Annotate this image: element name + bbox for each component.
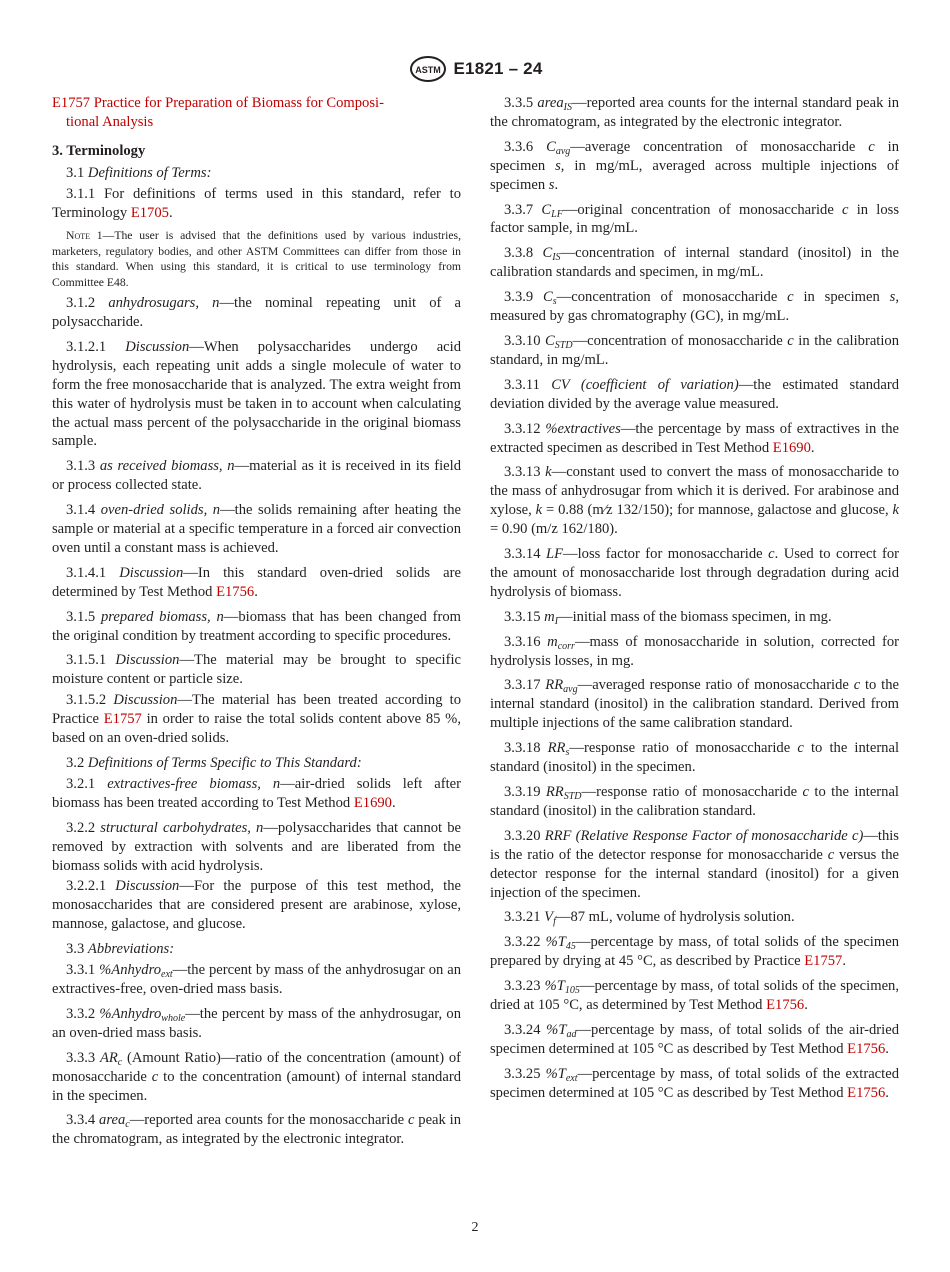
clause-3-3-19: 3.3.19 $RR_{STD}—response$ ratio of monosaccharide c to the internal standard (inositol) in the calibration standard. bbox=[490, 784, 899, 819]
clause-3-2-2-1: 3.2.2.1 Discussion—For the purpose of this test method, the monosaccharides that are considered present are arabinose, xylose, mannose, galactose, and glucose. bbox=[52, 878, 461, 933]
clause-3-3-13: 3.3.13 k—constant used to convert the mass of monosaccharide to the mass of anhydrosugar from which it is derived. For arabinose and xylose, k = 0.88 (m⁄z 132/150); for mannose, galactose and glucose, k = 0.90 (m/z 162/180). bbox=[490, 464, 900, 538]
reference-entry-e1757 bbox=[52, 94, 461, 132]
clause-3-1-4-1: 3.1.4.1 Discussion—In this standard oven-dried solids are determined by Test Method E1756. bbox=[52, 564, 461, 600]
clause-3-3-10: 3.3.10 $C_{STD}—concentration$ of monosaccharide c in the calibration standard, in mg/mL. bbox=[490, 332, 899, 368]
ref-title-line2[interactable]: tional Analysis bbox=[66, 113, 154, 130]
clause-3-3-1: 3.3.1 %Anhydro$_{ext}$—the percent by mass of the anhydrosugar on an extractives-free, oven-dried mass basis. bbox=[52, 962, 461, 997]
ref-link[interactable]: E1756 bbox=[847, 1084, 886, 1101]
clause-3-1-1: 3.1.1 For definitions of terms used in this standard, refer to Terminology E1705. bbox=[52, 185, 461, 221]
clause-3-2-1: 3.2.1 extractives-free biomass, n—air-dried solids left after biomass has been treated according to Test Method E1690. bbox=[52, 775, 461, 811]
clause-3-1-3: 3.1.3 as received biomass, n—material as it is received in its field or process collected state. bbox=[52, 458, 461, 494]
clause-3-3-7: 3.3.7 $C_{LF}—original$ concentration of monosaccharide c in loss factor sample, in mg/mL. bbox=[490, 201, 899, 237]
clause-3-3-4: 3.3.4 area$_c$—reported area counts for the monosaccharide c peak in the chromatogram, as integrated by the electronic integrator. bbox=[52, 1112, 461, 1148]
right-column bbox=[490, 94, 899, 1109]
ref-link[interactable]: E1757 bbox=[804, 953, 843, 970]
page-number: 2 bbox=[471, 1220, 479, 1235]
ref-link[interactable]: E1757 bbox=[52, 95, 91, 111]
clause-3-2: 3.2 Definitions of Terms Specific to This Standard: bbox=[66, 755, 362, 771]
astm-logo-icon bbox=[408, 56, 448, 82]
page-header bbox=[0, 56, 950, 82]
left-column bbox=[52, 94, 461, 1155]
clause-3-3-22: 3.3.22 $\%T_{45}—percentage$ by mass, of total solids of the specimen prepared by drying at 45 °C, as described by Practice E1757. bbox=[490, 934, 899, 970]
clause-3-3-2: 3.3.2 %Anhydro$_{whole}$—the percent by mass of the anhydrosugar, on an oven-dried mass basis. bbox=[52, 1005, 461, 1041]
clause-3-3-5: 3.3.5 area$_{IS}$—reported area counts for the internal standard peak in the chromatogram, as integrated by the electronic integrator. bbox=[490, 95, 899, 130]
clause-3-3-14: 3.3.14 LF—loss factor for monosaccharide c. Used to correct for the amount of monosaccharide lost through degradation during acid hydrolysis of biomass. bbox=[490, 546, 899, 600]
clause-3-1-5: 3.1.5 prepared biomass, n—biomass that has been changed from the original condition by treatment according to specific procedures. bbox=[52, 608, 461, 644]
ref-link[interactable]: E1756 bbox=[766, 997, 805, 1014]
ref-link[interactable]: E1756 bbox=[216, 583, 255, 600]
clause-3-3-3: 3.3.3 $AR_c$ (Amount Ratio)—ratio of the concentration (amount) of monosaccharide c to the concentration (amount) of internal standard in the specimen. bbox=[52, 1049, 461, 1104]
document-id: E1821 – 24 bbox=[453, 59, 543, 78]
section-heading: 3. Terminology bbox=[52, 142, 146, 159]
clause-3-1-2: 3.1.2 anhydrosugars, n—the nominal repeating unit of a polysaccharide. bbox=[52, 295, 461, 330]
clause-3-3-21: 3.3.21 $V_f—87$ mL, volume of hydrolysis solution. bbox=[504, 909, 795, 928]
clause-3-1-4: 3.1.4 oven-dried solids, n—the solids remaining after heating the sample or material at a specific temperature in a forced air convection oven until a constant mass is achieved. bbox=[52, 502, 461, 556]
clause-3-3-6: 3.3.6 $C_{avg}—average$ concentration of monosaccharide c in specimen s, in mg/mL, averaged across multiple injections of specimen s. bbox=[490, 138, 900, 193]
ref-title-line1[interactable]: Practice for Preparation of Biomass for Composi- bbox=[93, 95, 384, 111]
note-1: Note 1—The user is advised that the definitions used by various industries, marketers, regulatory bodies, and other ASTM Committees can differ from those in this standard. When using this standard, it is critical to use terminology from Committee E48. bbox=[52, 229, 461, 289]
logo-text: ASTM bbox=[414, 65, 441, 75]
clause-3-3-15: 3.3.15 $m_I—initial$ mass of the biomass specimen, in mg. bbox=[504, 608, 832, 627]
clause-3-1: 3.1 Definitions of Terms: bbox=[66, 164, 212, 181]
clause-3-3-16: 3.3.16 $m_{corr}—mass$ of monosaccharide in solution, corrected for hydrolysis losses, in mg. bbox=[490, 633, 899, 669]
ref-link[interactable]: E1690 bbox=[353, 794, 392, 811]
clause-3-3-18: 3.3.18 $RR_s—response$ ratio of monosaccharide c to the internal standard (inositol) in the specimen. bbox=[490, 740, 900, 776]
clause-3-3-25: 3.3.25 $\%T_{ext}—percentage$ by mass, of total solids of the extracted specimen determined at 105 °C as described by Test Method E1756. bbox=[490, 1065, 899, 1101]
clause-3-3-8: 3.3.8 $C_{IS}—concentration$ of internal standard (inositol) in the calibration standards and specimen, in mg/mL. bbox=[490, 245, 899, 281]
ref-link[interactable]: E1705 bbox=[130, 204, 169, 221]
clause-3-3-23: 3.3.23 $\%T_{105}—percentage$ by mass, of total solids of the specimen, dried at 105 °C, as determined by Test Method E1756. bbox=[490, 978, 899, 1014]
clause-3-1-5-1: 3.1.5.1 Discussion—The material may be brought to specific moisture content or particle size. bbox=[52, 652, 461, 688]
clause-3-3-9: 3.3.9 $C_s—concentration$ of monosaccharide c in specimen s, measured by gas chromatography (GC), in mg/mL. bbox=[490, 289, 899, 325]
clause-3-2-2: 3.2.2 structural carbohydrates, n—polysaccharides that cannot be removed by extraction with solvents and are liberated from the biomass solids with acid hydrolysis. bbox=[52, 819, 461, 874]
ref-link[interactable]: E1690 bbox=[772, 439, 811, 456]
clause-3-3-11: 3.3.11 CV (coefficient of variation)—the estimated standard deviation divided by the average value measured. bbox=[490, 376, 899, 412]
ref-link[interactable]: E1756 bbox=[847, 1040, 886, 1057]
ref-link[interactable]: E1757 bbox=[103, 711, 142, 728]
clause-3-1-5-2: 3.1.5.2 Discussion—The material has been treated according to Practice E1757 in order to raise the total solids content above 85 %, based on an oven-dried solids. bbox=[52, 692, 461, 747]
clause-3-3-12: 3.3.12 %extractives—the percentage by mass of extractives in the extracted specimen as described in Test Method E1690. bbox=[490, 420, 899, 456]
clause-3-1-2-1: 3.1.2.1 Discussion—When polysaccharides undergo acid hydrolysis, each repeating unit adds a single molecule of water to form the free monosaccharide that is analyzed. The extra weight from this water of hydrolysis must be taken in to account when calculating the actual mass percent of the polysaccharide in the original biomass sample. bbox=[52, 338, 461, 450]
clause-3-3-17: 3.3.17 $RR_{avg}—averaged$ response ratio of monosaccharide c to the internal standard (inositol) in the calibration standard. Derived from multiple injections of the same calibration standard. bbox=[490, 677, 899, 732]
clause-3-3-20: 3.3.20 RRF (Relative Response Factor of monosaccharide c)—this is the ratio of the detector response for monosaccharide c versus the detector response for the internal standard (inositol) for a given injection of the specimen. bbox=[490, 827, 899, 901]
clause-3-3-24: 3.3.24 $\%T_{ad}—percentage$ by mass, of total solids of the air-dried specimen determined at 105 °C as described by Test Method E1756. bbox=[490, 1021, 899, 1057]
clause-3-3: 3.3 Abbreviations: bbox=[66, 941, 175, 958]
